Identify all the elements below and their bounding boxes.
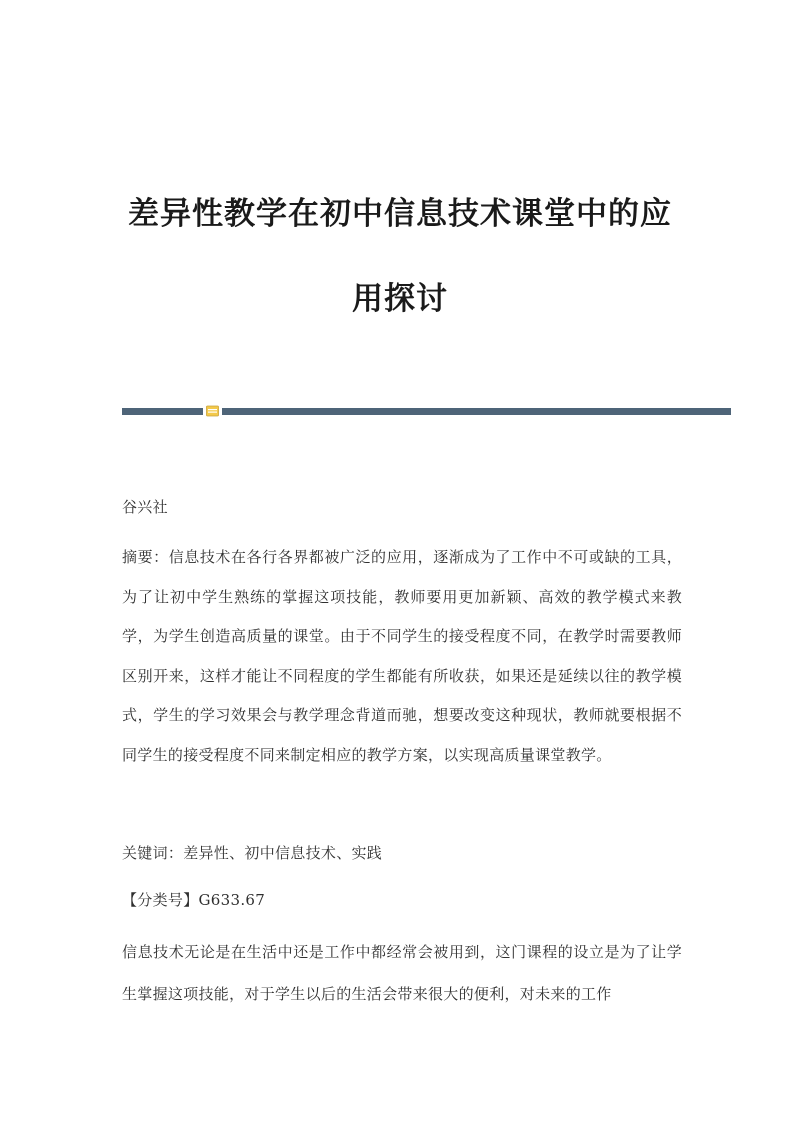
document-title-line-1: 差异性教学在初中信息技术课堂中的应 [128, 196, 672, 232]
title-divider-left [122, 408, 203, 415]
author-name: 谷兴社 [122, 498, 168, 516]
folder-icon [206, 405, 219, 417]
keywords-line: 关键词：差异性、初中信息技术、实践 [122, 844, 383, 862]
title-divider-right [222, 408, 731, 415]
body-paragraph: 信息技术无论是在生活中还是工作中都经常会被用到，这门课程的设立是为了让学生掌握这项技能，对于学生以后的生活会带来很大的便利，对未来的工作 [122, 943, 682, 1003]
abstract-paragraph: 摘要：信息技术在各行各界都被广泛的应用，逐渐成为了工作中不可或缺的工具，为了让初中学生熟练的掌握这项技能，教师要用更加新颖、高效的教学模式来教学，为学生创造高质量的课堂。由于不同学生的接受程度不同，在教学时需要教师区别开来，这样才能让不同程度的学生都能有所收获，如果还是延续以往的教学模式，学生的学习效果会与教学理念背道而驰，想要改变这种现状，教师就要根据不同学生的接受程度不同来制定相应的教学方案，以实现高质量课堂教学。 [122, 548, 682, 764]
document-title-line-2: 用探讨 [352, 281, 448, 317]
classification-number: 【分类号】G633.67 [122, 891, 266, 909]
